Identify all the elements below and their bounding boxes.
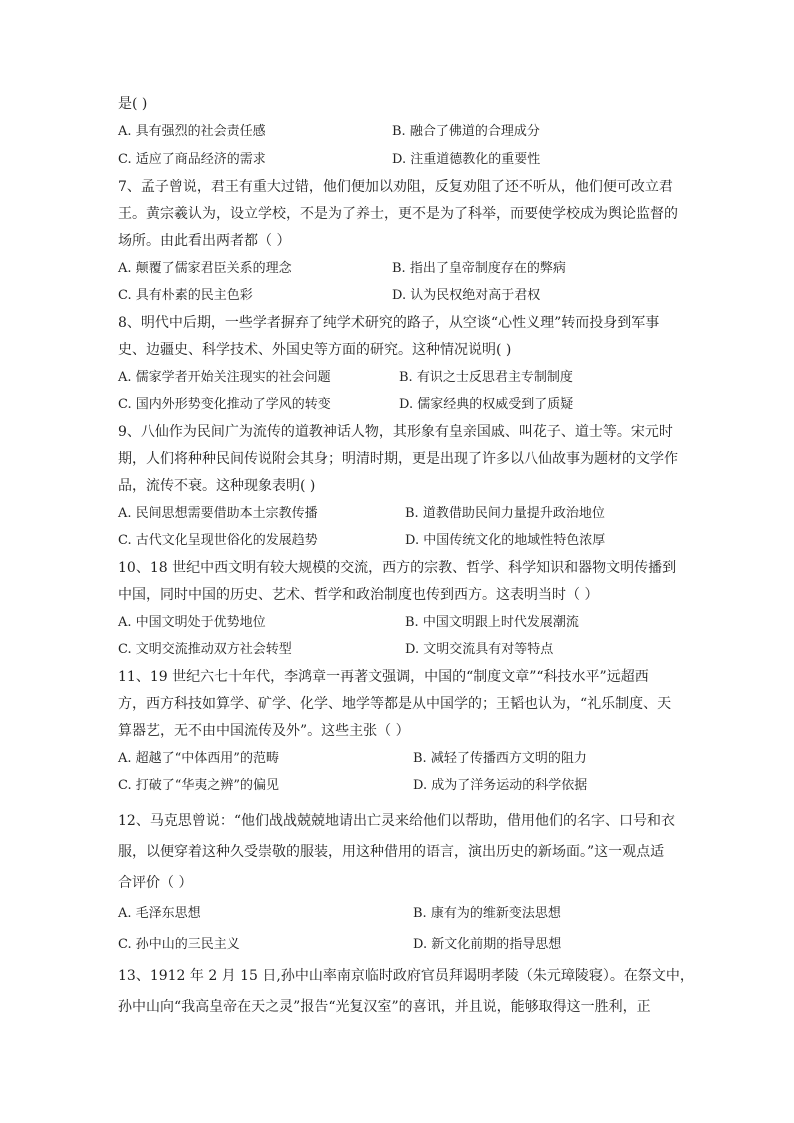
option-a: A. 中国文明处于优势地位	[118, 615, 266, 630]
question-9-line-2: 期，人们将种种民间传说附会其身；明清时期，更是出现了许多以八仙故事为题材的文学作	[118, 451, 678, 467]
option-c: C. 孙中山的三民主义	[118, 937, 240, 952]
question-10-line-2: 中国，同时中国的历史、艺术、哲学和政治制度也传到西方。这表明当时（ ）	[118, 587, 599, 603]
question-11-line-3: 算器艺，无不由中国流传及外”。这些主张（ ）	[118, 723, 410, 739]
option-c: C. 具有朴素的民主色彩	[118, 288, 253, 303]
option-c: C. 打破了“华夷之辨”的偏见	[118, 778, 280, 793]
question-13-line-1: 13、1912 年 2 月 15 日,孙中山率南京临时政府官员拜谒明孝陵（朱元璋陵寝）。在祭文中，	[118, 968, 694, 984]
option-a: A. 超越了“中体西用”的范畴	[118, 751, 279, 766]
option-b: B. 道教借助民间力量提升政治地位	[405, 506, 605, 521]
question-9-line-1: 9、八仙作为民间广为流传的道教神话人物，其形象有皇亲国戚、叫花子、道士等。宋元时	[118, 424, 673, 440]
option-c: C. 文明交流推动双方社会转型	[118, 642, 292, 657]
question-7-line-1: 7、孟子曾说，君王有重大过错，他们便加以劝阻，反复劝阻了还不听从，他们便可改立君	[118, 179, 673, 195]
option-d: D. 注重道德教化的重要性	[392, 152, 541, 167]
option-a: A. 颠覆了儒家君臣关系的理念	[118, 261, 292, 276]
option-d: D. 成为了洋务运动的科学依据	[413, 778, 588, 793]
option-d: D. 文明交流具有对等特点	[405, 642, 554, 657]
option-c: C. 古代文化呈现世俗化的发展趋势	[118, 533, 318, 548]
option-a: A. 具有强烈的社会责任感	[118, 124, 266, 139]
question-7-line-2: 王。黄宗羲认为，设立学校，不是为了养士，更不是为了科举，而要使学校成为舆论监督的	[118, 206, 678, 222]
question-12-line-2: 服，以便穿着这种久受崇敬的服装，用这种借用的语言，演出历史的新场面。”这一观点适	[118, 844, 665, 860]
option-b: B. 中国文明跟上时代发展潮流	[405, 615, 579, 630]
question-13-line-2: 孙中山向“我高皇帝在天之灵”报告“光复汉室”的喜讯，并且说，能够取得这一胜利，正	[118, 999, 651, 1015]
question-7-line-3: 场所。由此看出两者都（ ）	[118, 233, 291, 249]
question-12-line-1: 12、马克思曾说：“他们战战兢兢地请出亡灵来给他们以帮助，借用他们的名字、口号和衣	[118, 813, 675, 829]
question-10-line-1: 10、18 世纪中西文明有较大规模的交流，西方的宗教、哲学、科学知识和器物文明传播到	[118, 560, 677, 576]
question-8-line-2: 史、边疆史、科学技术、外国史等方面的研究。这种情况说明( )	[118, 342, 512, 358]
question-8-line-1: 8、明代中后期，一些学者摒弃了纯学术研究的路子，从空谈“心性义理”转而投身到军事	[118, 315, 660, 331]
option-b: B. 减轻了传播西方文明的阻力	[413, 751, 587, 766]
option-c: C. 国内外形势变化推动了学风的转变	[118, 397, 331, 412]
option-d: D. 新文化前期的指导思想	[413, 937, 562, 952]
option-d: D. 认为民权绝对高于君权	[392, 288, 541, 303]
option-b: B. 康有为的维新变法思想	[413, 906, 561, 921]
question-11-line-2: 方，西方科技如算学、矿学、化学、地学等都是从中国学的；王韬也认为，“礼乐制度、天	[118, 696, 672, 712]
option-b: B. 有识之士反思君主专制制度	[399, 370, 573, 385]
option-c: C. 适应了商品经济的需求	[118, 152, 266, 167]
question-9-line-3: 品，流传不衰。这种现象表明( )	[118, 478, 316, 494]
option-b: B. 融合了佛道的合理成分	[392, 124, 540, 139]
option-d: D. 儒家经典的权威受到了质疑	[399, 397, 574, 412]
option-b: B. 指出了皇帝制度存在的弊病	[392, 261, 566, 276]
text-line: 是( )	[118, 96, 148, 112]
question-11-line-1: 11、19 世纪六七十年代，李鸿章一再著文强调，中国的“制度文章”“科技水平”远超西	[118, 669, 649, 685]
option-a: A. 毛泽东思想	[118, 906, 201, 921]
question-12-line-3: 合评价（ ）	[118, 875, 193, 891]
option-a: A. 儒家学者开始关注现实的社会问题	[118, 370, 331, 385]
option-d: D. 中国传统文化的地域性特色浓厚	[405, 533, 606, 548]
option-a: A. 民间思想需要借助本土宗教传播	[118, 506, 318, 521]
